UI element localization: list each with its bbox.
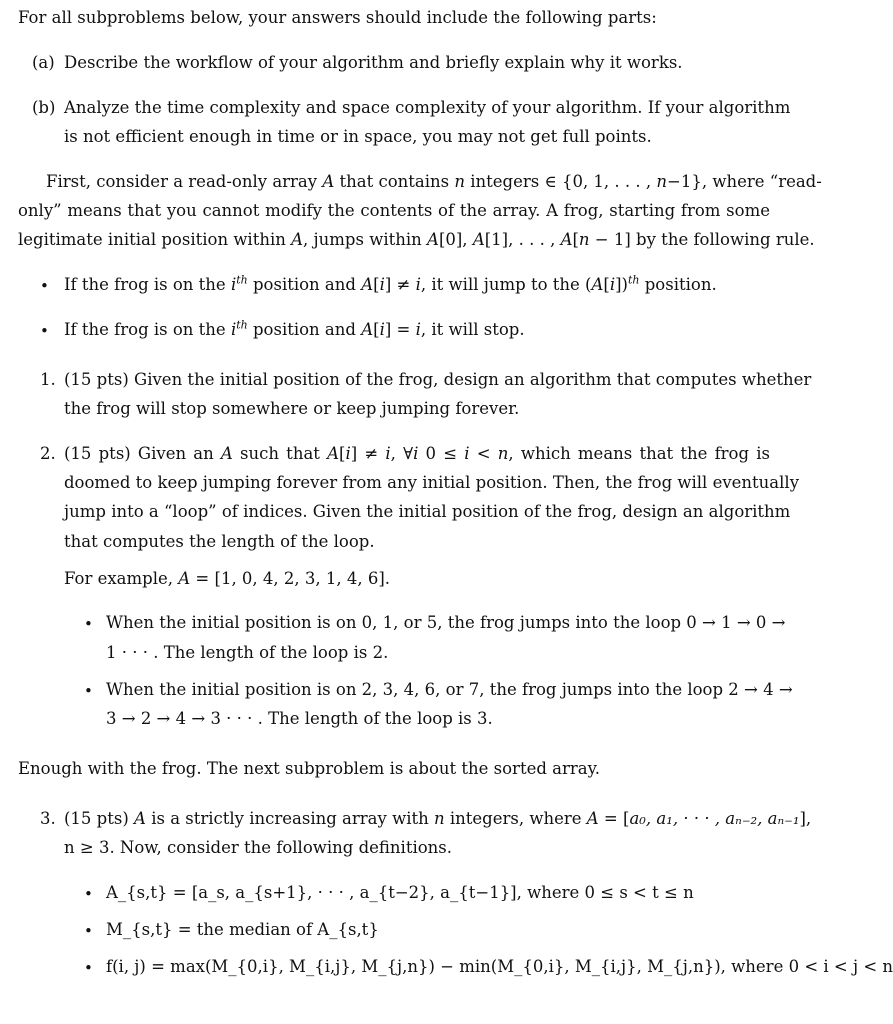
part-b-label: (b) — [32, 98, 56, 117]
problem-2-example: For example, A = [1, 0, 4, 2, 3, 1, 4, 6]. — [64, 569, 391, 588]
problem-1-number: 1. — [40, 370, 56, 389]
problem-2-line3: jump into a “loop” of indices. Given the initial position of the frog, design an algorithm — [64, 502, 791, 521]
rule-1-bullet: • — [40, 277, 49, 295]
rule-2-text: If the frog is on the $i^{th}$ position and A[i] = i, it will stop. — [64, 318, 525, 339]
frog-intro-line2: only” means that you cannot modify the contents of the array. A frog, starting from some — [18, 201, 770, 220]
rule-2-bullet: • — [40, 322, 49, 340]
example-2-line1: When the initial position is on 2, 3, 4, 6, or 7, the frog jumps into the loop 2 → 4 → — [106, 680, 793, 699]
frog-intro-line3: legitimate initial position within A, jumps within A[0], A[1], . . . , A[n − 1] by the following rule. — [18, 230, 815, 249]
example-1-line2: 1 · · · . The length of the loop is 2. — [106, 643, 389, 662]
part-b-line2: is not efficient enough in time or in space, you may not get full points. — [64, 127, 652, 146]
problem-2-number: 2. — [40, 444, 56, 463]
problem-2-line1: (15 pts) Given an A such that A[i] ≠ i, ∀i 0 ≤ i < n, which means that the frog is — [64, 444, 770, 463]
example-bullet-2: • — [84, 682, 93, 700]
definition-3: f(i, j) = max(M_{0,i}, M_{i,j}, M_{j,n}) − min(M_{0,i}, M_{i,j}, M_{j,n}), where 0 < i < j < n — [106, 957, 893, 976]
problem-3-number: 3. — [40, 809, 56, 828]
part-a-label: (a) — [32, 53, 55, 72]
problem-3-line1: (15 pts) A is a strictly increasing array with n integers, where A = [a₀, a₁, · · · , aₙ₋₂, aₙ₋₁], — [64, 809, 812, 828]
problem-2-line2: doomed to keep jumping forever from any initial position. Then, the frog will eventually — [64, 473, 800, 492]
problem-2-line4: that computes the length of the loop. — [64, 532, 375, 551]
definition-2: M_{s,t} = the median of A_{s,t} — [106, 920, 379, 939]
problem-1-line2: the frog will stop somewhere or keep jumping forever. — [64, 399, 520, 418]
example-2-line2: 3 → 2 → 4 → 3 · · · . The length of the loop is 3. — [106, 709, 493, 728]
def-bullet-1: • — [84, 885, 93, 903]
frog-intro-line1: First, consider a read-only array A that contains n integers ∈ {0, 1, . . . , n−1}, where “read- — [46, 172, 822, 191]
rule-1-text: If the frog is on the $i^{th}$ position and A[i] ≠ i, it will jump to the $(A[i])^{th}$ position. — [64, 273, 717, 294]
part-a-text: Describe the workflow of your algorithm and briefly explain why it works. — [64, 53, 683, 72]
transition-text: Enough with the frog. The next subproblem is about the sorted array. — [18, 759, 600, 778]
part-b-line1: Analyze the time complexity and space complexity of your algorithm. If your algorithm — [64, 98, 791, 117]
problem-1-line1: (15 pts) Given the initial position of the frog, design an algorithm that computes whether — [64, 370, 812, 389]
example-1-line1: When the initial position is on 0, 1, or 5, the frog jumps into the loop 0 → 1 → 0 → — [106, 613, 786, 632]
definition-1: A_{s,t} = [a_s, a_{s+1}, · · · , a_{t−2}, a_{t−1}], where 0 ≤ s < t ≤ n — [106, 883, 694, 902]
def-bullet-3: • — [84, 959, 93, 977]
intro-text: For all subproblems below, your answers should include the following parts: — [18, 8, 657, 27]
problem-3-line2: n ≥ 3. Now, consider the following definitions. — [64, 838, 453, 857]
example-bullet-1: • — [84, 615, 93, 633]
def-bullet-2: • — [84, 922, 93, 940]
